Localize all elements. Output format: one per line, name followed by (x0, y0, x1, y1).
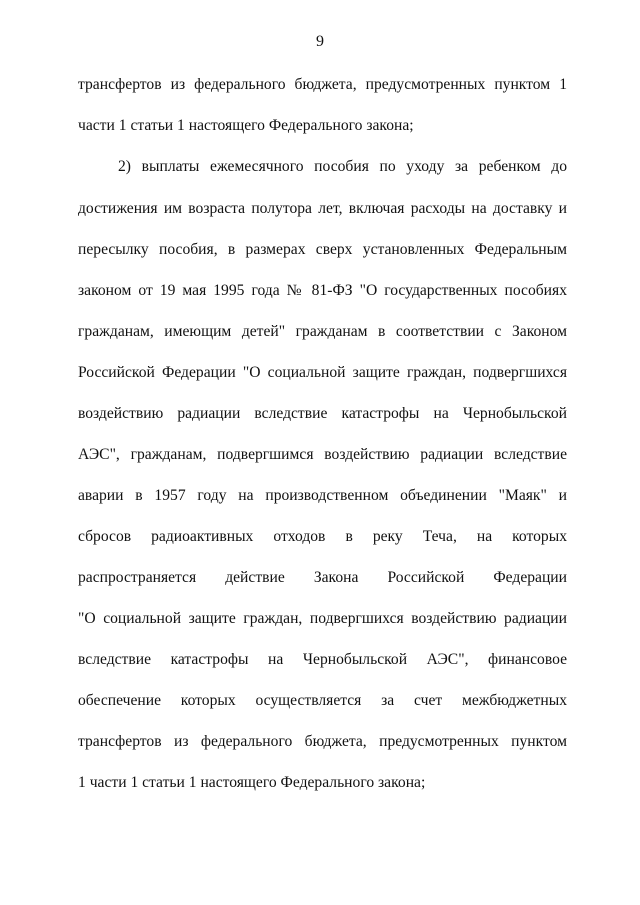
text-line: части 1 статьи 1 настоящего Федерального закона; (78, 117, 414, 134)
paragraph-start-line: 2) выплаты ежемесячного пособия по уходу за ребенком до (118, 158, 567, 175)
text-line: Российской Федерации "О социальной защите граждан, подвергшихся (78, 364, 567, 381)
text-line: сбросов радиоактивных отходов в реку Теча, на которых (78, 528, 567, 545)
text-line: 1 части 1 статьи 1 настоящего Федерального закона; (78, 774, 426, 791)
page-number: 9 (316, 33, 324, 50)
text-line: воздействию радиации вследствие катастрофы на Чернобыльской (78, 405, 567, 422)
text-line: трансфертов из федерального бюджета, предусмотренных пунктом (78, 733, 567, 750)
text-line: гражданам, имеющим детей" гражданам в соответствии с Законом (78, 323, 567, 340)
text-line: достижения им возраста полутора лет, включая расходы на доставку и (78, 200, 567, 217)
text-line: распространяется действие Закона Российской Федерации (78, 569, 567, 586)
text-line: вследствие катастрофы на Чернобыльской АЭС", финансовое (78, 651, 567, 668)
text-line: аварии в 1957 году на производственном объединении "Маяк" и (78, 487, 567, 504)
text-line: законом от 19 мая 1995 года № 81-ФЗ "О государственных пособиях (78, 282, 567, 299)
text-line: АЭС", гражданам, подвергшимся воздействию радиации вследствие (78, 446, 567, 463)
text-line: "О социальной защите граждан, подвергшихся воздействию радиации (78, 610, 567, 627)
text-line: пересылку пособия, в размерах сверх установленных Федеральным (78, 241, 567, 258)
text-line: обеспечение которых осуществляется за счет межбюджетных (78, 692, 567, 709)
text-line: трансфертов из федерального бюджета, предусмотренных пунктом 1 (78, 76, 567, 93)
